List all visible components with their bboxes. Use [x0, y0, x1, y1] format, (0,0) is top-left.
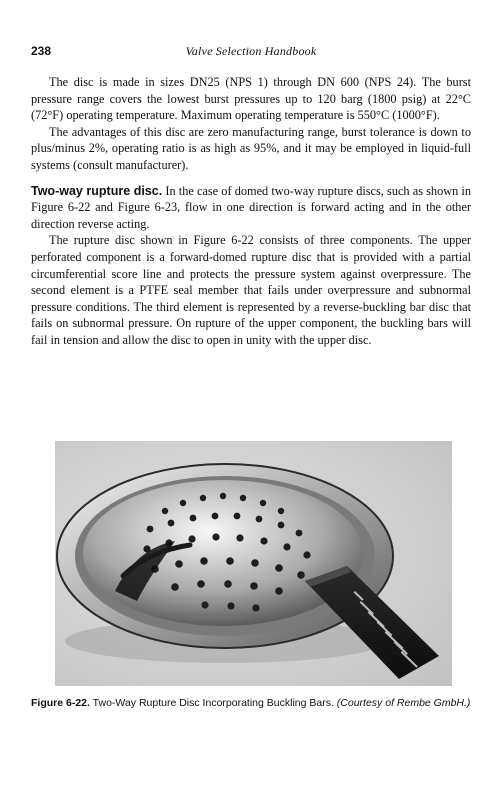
page-number: 238: [31, 44, 52, 58]
paragraph: The advantages of this disc are zero manufacturing range, burst tolerance is down to plus/minus 2%, operating ratio is as high as 95%, and it may be employed in liquid-full systems (consult manufacturer).: [31, 124, 471, 172]
page-header: [31, 44, 471, 58]
section-heading: Two-way rupture disc.: [31, 183, 163, 198]
body-text: [31, 74, 471, 349]
section-paragraph: [31, 183, 471, 233]
running-title: Valve Selection Handbook: [185, 44, 317, 58]
paragraph: The disc is made in sizes DN25 (NPS 1) through DN 600 (NPS 24). The burst pressure range covers the lowest burst pressures up to 120 barg (1800 psig) at 22°C (72°F) operating temperature. Maximum operating temperature is 550°C (1000°F).: [31, 75, 471, 123]
section-text: In the case of domed two-way rupture discs, such as shown in Figure 6-22 and Figure 6-23, flow in one direction is forward acting and in the other direction reverse acting.: [31, 183, 471, 231]
figure-credit: (Courtesy of Rembe GmbH.): [336, 697, 471, 709]
figure-caption: [31, 696, 471, 710]
paragraph: The rupture disc shown in Figure 6-22 consists of three components. The upper perforated component is a forward-domed rupture disc that is provided with a partial circumferential score line and protects the pressure system against overpressure. The second element is a PTFE seal member that fails under overpressure and subnormal pressure conditions. The third element is represented by a reverse-buckling bar disc that fails on subnormal pressure. On rupture of the upper component, the buckling bars will fail in tension and allow the disc to open in unity with the upper disc.: [31, 233, 471, 347]
rupture-disc-photo: [55, 441, 452, 686]
figure-photo: [55, 441, 452, 686]
figure-caption-text: Two-Way Rupture Disc Incorporating Buckling Bars.: [92, 697, 334, 709]
figure-label: Figure 6-22.: [31, 697, 90, 709]
